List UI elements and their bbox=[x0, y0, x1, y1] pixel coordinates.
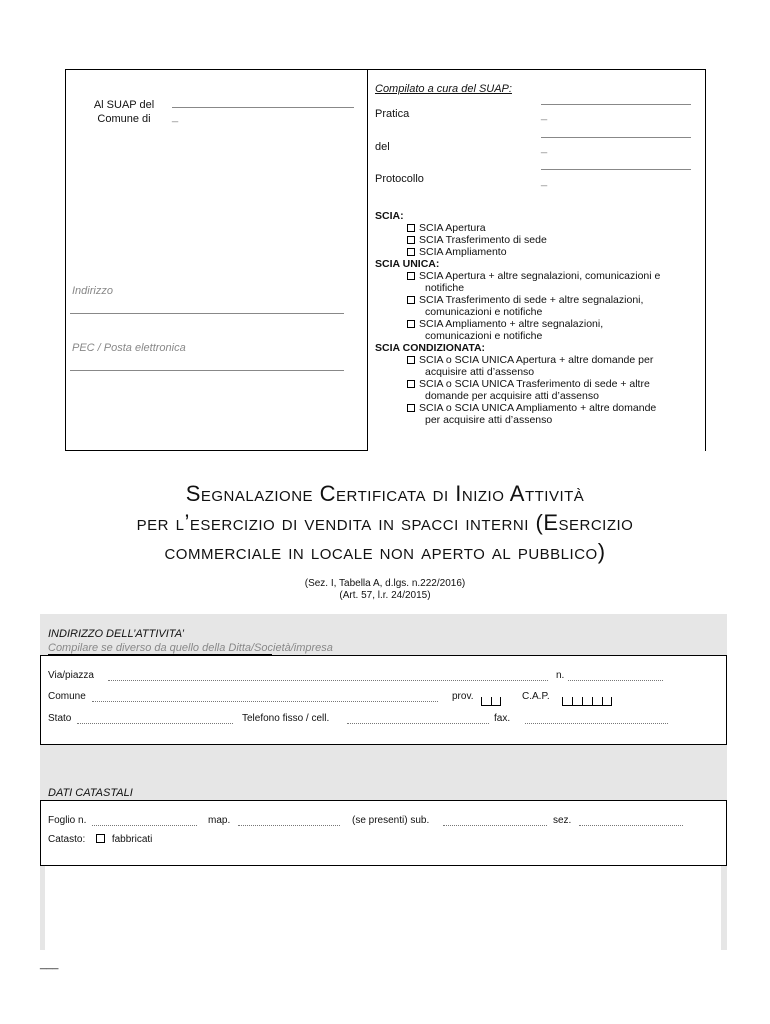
char-cell[interactable] bbox=[592, 697, 602, 706]
document-title-line3: commerciale in locale non aperto al pubblico) bbox=[164, 539, 606, 564]
scia-heading: SCIA: bbox=[375, 210, 404, 222]
del-label: del bbox=[375, 141, 390, 153]
fax-field[interactable] bbox=[525, 723, 668, 724]
header-divider bbox=[367, 69, 368, 451]
header-bottom-line bbox=[65, 450, 368, 451]
telefono-field[interactable] bbox=[347, 723, 489, 724]
pratica-label: Pratica bbox=[375, 108, 410, 120]
legal-reference-1: (Sez. I, Tabella A, d.lgs. n.222/2016) bbox=[304, 578, 466, 589]
legal-reference-2: (Art. 57, l.r. 24/2015) bbox=[339, 590, 431, 601]
document-title-line2: per l’esercizio di vendita in spacci interni (Esercizio bbox=[136, 510, 634, 535]
option-label: SCIA Trasferimento di sede + altre segnalazioni, bbox=[419, 294, 644, 306]
foglio-label: Foglio n. bbox=[48, 815, 87, 826]
mappale-label: map. bbox=[208, 815, 231, 826]
scia-unica-heading: SCIA UNICA: bbox=[375, 258, 440, 270]
option-label: SCIA o SCIA UNICA Ampliamento + altre domande bbox=[419, 402, 657, 414]
suap-comune-field-tail: _ bbox=[172, 111, 179, 123]
option-label: SCIA Trasferimento di sede bbox=[419, 234, 547, 246]
checkbox-icon[interactable] bbox=[407, 404, 415, 412]
indirizzo-field[interactable] bbox=[70, 313, 344, 314]
checkbox-icon[interactable] bbox=[407, 380, 415, 388]
dati-catastali-heading: DATI CATASTALI bbox=[48, 787, 133, 799]
option-label-cont: per acquisire atti d’assenso bbox=[425, 414, 553, 426]
option-label: SCIA o SCIA UNICA Trasferimento di sede + altre bbox=[419, 378, 650, 390]
del-field-tail: _ bbox=[541, 142, 548, 154]
option-label-cont: comunicazioni e notifiche bbox=[425, 306, 543, 318]
checkbox-icon[interactable] bbox=[407, 236, 415, 244]
prov-label: prov. bbox=[452, 691, 474, 702]
option-label: SCIA o SCIA UNICA Apertura + altre domande per bbox=[419, 354, 654, 366]
option-label-cont: domande per acquisire atti d’assenso bbox=[425, 390, 599, 402]
checkbox-icon[interactable] bbox=[407, 356, 415, 364]
fax-label: fax. bbox=[494, 713, 511, 724]
mappale-field[interactable] bbox=[238, 825, 340, 826]
scia-trasferimento-option[interactable] bbox=[375, 234, 700, 246]
scia-condizionata-heading: SCIA CONDIZIONATA: bbox=[375, 342, 486, 354]
stato-label: Stato bbox=[48, 713, 72, 724]
compiled-by-suap: Compilato a cura del SUAP: bbox=[375, 83, 512, 95]
option-label-cont: comunicazioni e notifiche bbox=[425, 330, 543, 342]
scia-unica-ampliamento-option[interactable] bbox=[375, 318, 700, 330]
pratica-field[interactable] bbox=[541, 104, 691, 105]
comune-field[interactable] bbox=[92, 701, 438, 702]
option-label: SCIA Apertura bbox=[419, 222, 486, 234]
char-cell[interactable] bbox=[491, 697, 501, 706]
scia-apertura-option[interactable] bbox=[375, 222, 700, 234]
scia-options bbox=[375, 210, 700, 426]
comune-label: Comune bbox=[48, 691, 86, 702]
fabbricati-checkbox[interactable] bbox=[96, 834, 105, 843]
del-field[interactable] bbox=[541, 137, 691, 138]
protocollo-label: Protocollo bbox=[375, 173, 424, 185]
protocollo-field[interactable] bbox=[541, 169, 691, 170]
numero-field[interactable] bbox=[568, 680, 663, 681]
catastali-box bbox=[40, 800, 727, 866]
indirizzo-box bbox=[40, 655, 727, 745]
stato-field[interactable] bbox=[77, 723, 233, 724]
char-cell[interactable] bbox=[562, 697, 572, 706]
checkbox-icon[interactable] bbox=[407, 320, 415, 328]
footnote-separator: ___ bbox=[40, 958, 59, 970]
option-label: SCIA Ampliamento + altre segnalazioni, bbox=[419, 318, 604, 330]
catasto-row bbox=[48, 834, 152, 845]
catasto-label: Catasto: bbox=[48, 834, 86, 845]
scia-cond-ampliamento-option[interactable] bbox=[375, 402, 700, 414]
suap-comune-field[interactable] bbox=[172, 107, 354, 108]
prov-field[interactable] bbox=[481, 692, 501, 710]
blank-area bbox=[45, 866, 721, 950]
option-label-cont: acquisire atti d’assenso bbox=[425, 366, 535, 378]
cap-field[interactable] bbox=[562, 692, 612, 710]
scia-unica-apertura-option[interactable] bbox=[375, 270, 700, 282]
checkbox-icon[interactable] bbox=[407, 272, 415, 280]
scia-ampliamento-option[interactable] bbox=[375, 246, 700, 258]
char-cell[interactable] bbox=[602, 697, 612, 706]
protocollo-field-tail: _ bbox=[541, 175, 548, 187]
sezione-field[interactable] bbox=[579, 825, 683, 826]
suap-label bbox=[80, 98, 168, 126]
suap-label-line1: Al SUAP del bbox=[93, 99, 155, 111]
foglio-field[interactable] bbox=[92, 825, 197, 826]
checkbox-icon[interactable] bbox=[407, 248, 415, 256]
scia-cond-apertura-option[interactable] bbox=[375, 354, 700, 366]
pratica-field-tail: _ bbox=[541, 109, 548, 121]
sub-field[interactable] bbox=[443, 825, 547, 826]
cap-label: C.A.P. bbox=[522, 691, 550, 702]
indirizzo-label: Indirizzo bbox=[72, 285, 113, 297]
sub-label: (se presenti) sub. bbox=[352, 815, 430, 826]
indirizzo-attivita-subheading: Compilare se diverso da quello della Ditta/Società/impresa bbox=[48, 642, 333, 654]
indirizzo-attivita-heading: INDIRIZZO DELL’ATTIVITA’ bbox=[48, 628, 185, 640]
scia-cond-trasferimento-option[interactable] bbox=[375, 378, 700, 390]
option-label: SCIA Apertura + altre segnalazioni, comunicazioni e bbox=[419, 270, 661, 282]
via-field[interactable] bbox=[108, 680, 548, 681]
checkbox-icon[interactable] bbox=[407, 296, 415, 304]
pec-field[interactable] bbox=[70, 370, 344, 371]
numero-label: n. bbox=[556, 670, 565, 681]
document-title-line1: Segnalazione Certificata di Inizio Attività bbox=[185, 481, 585, 506]
scia-unica-trasferimento-option[interactable] bbox=[375, 294, 700, 306]
via-label: Via/piazza bbox=[48, 670, 94, 681]
option-label: SCIA Ampliamento bbox=[419, 246, 507, 258]
char-cell[interactable] bbox=[481, 697, 491, 706]
char-cell[interactable] bbox=[572, 697, 582, 706]
fabbricati-label: fabbricati bbox=[111, 834, 153, 845]
pec-label: PEC / Posta elettronica bbox=[72, 342, 186, 354]
option-label-cont: notifiche bbox=[425, 282, 465, 294]
suap-label-line2: Comune di bbox=[97, 113, 151, 125]
sezione-label: sez. bbox=[553, 815, 572, 826]
checkbox-icon[interactable] bbox=[407, 224, 415, 232]
telefono-label: Telefono fisso / cell. bbox=[242, 713, 330, 724]
char-cell[interactable] bbox=[582, 697, 592, 706]
